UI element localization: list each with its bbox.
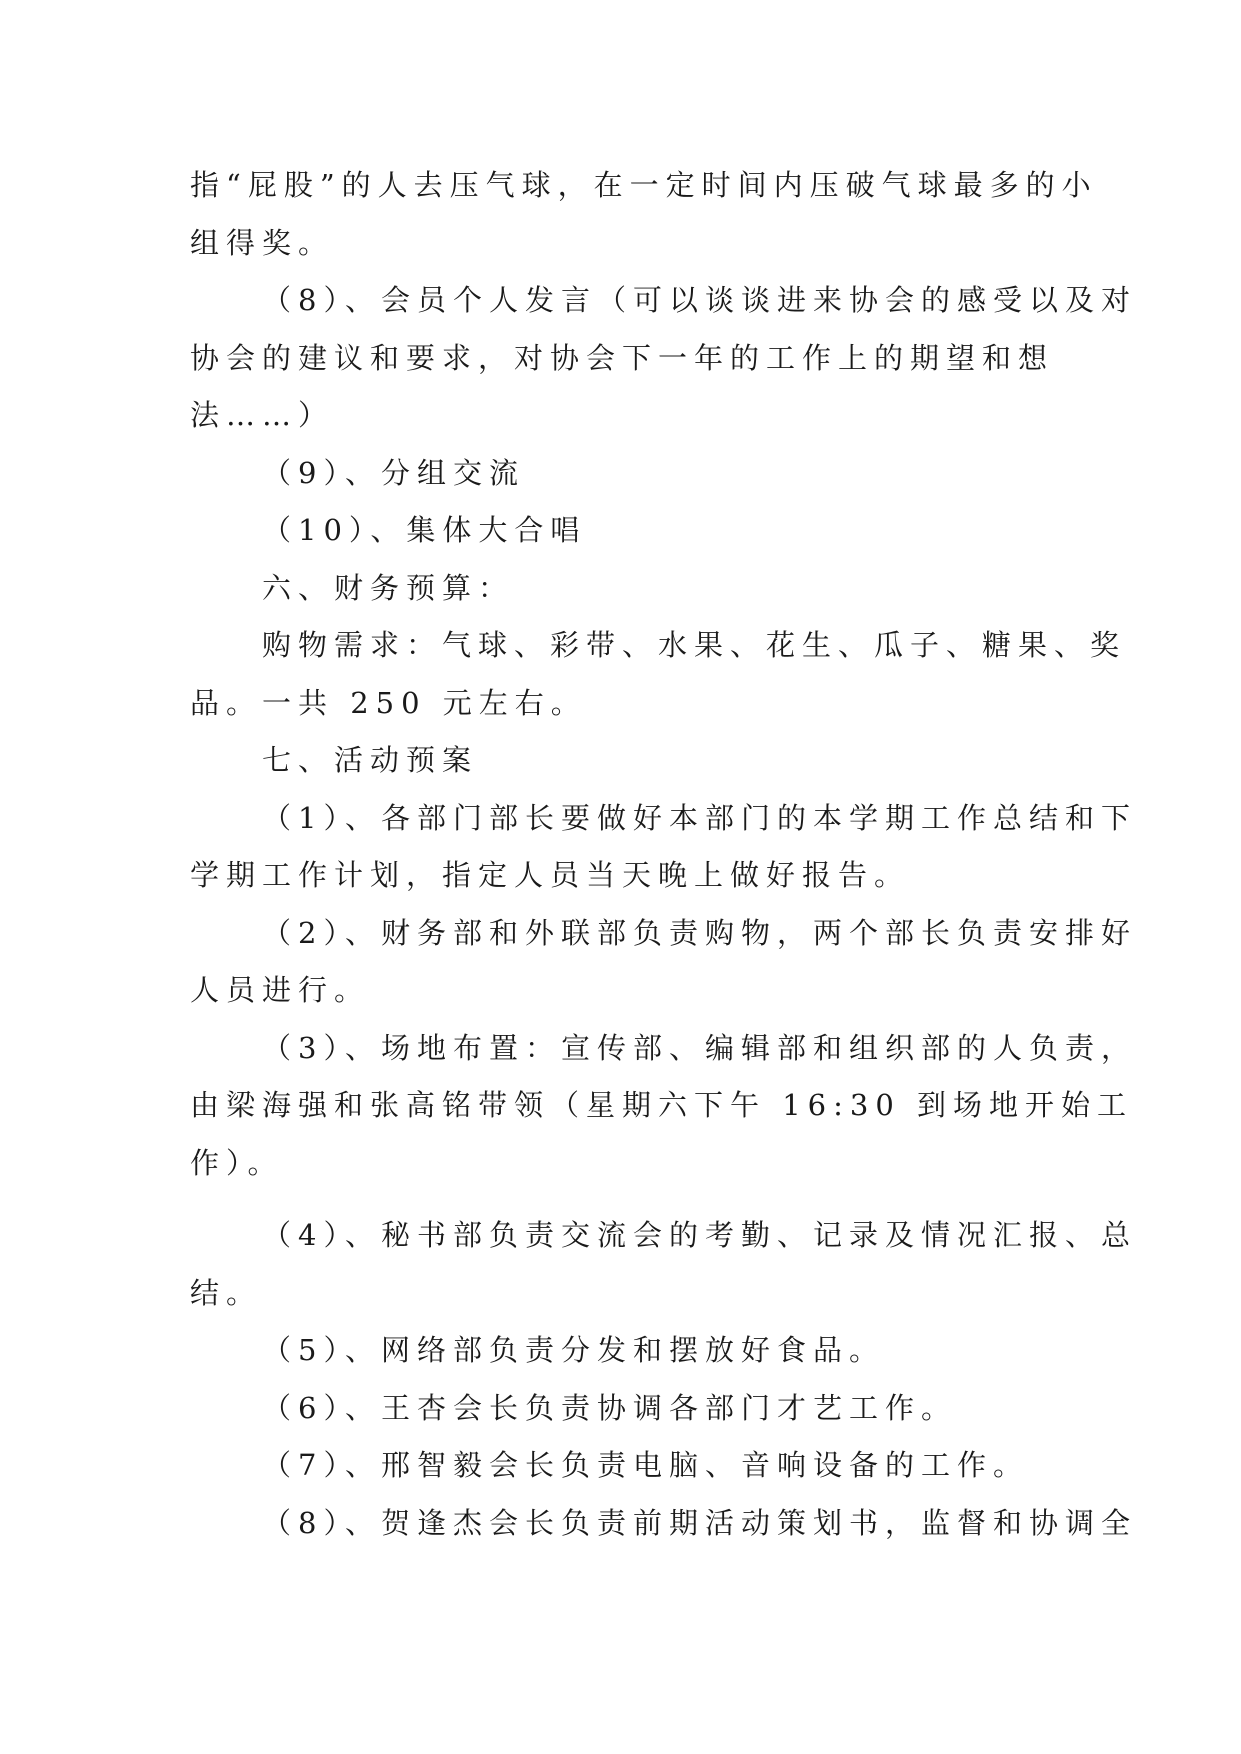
- text-line: （10）、集体大合唱: [262, 513, 587, 547]
- text-line: 结。: [190, 1276, 263, 1310]
- text-line: 购物需求：气球、彩带、水果、花生、瓜子、糖果、奖: [262, 628, 1127, 662]
- text-line: 人员进行。: [190, 973, 371, 1007]
- text-line: 协会的建议和要求，对协会下一年的工作上的期望和想: [190, 341, 1055, 375]
- text-line: （4）、秘书部负责交流会的考勤、记录及情况汇报、总: [262, 1218, 1137, 1252]
- text-line: （5）、网络部负责分发和摆放好食品。: [262, 1333, 885, 1367]
- text-line: （3）、场地布置：宣传部、编辑部和组织部的人负责，: [262, 1031, 1137, 1065]
- text-line: 法……）: [190, 398, 335, 432]
- text-line: 作）。: [190, 1146, 284, 1180]
- section-heading: 六、财务预算：: [262, 571, 515, 605]
- text-line: （7）、邢智毅会长负责电脑、音响设备的工作。: [262, 1448, 1029, 1482]
- text-line: 组得奖。: [190, 226, 335, 260]
- text-line: 由梁海强和张高铭带领（星期六下午 16:30 到场地开始工: [190, 1088, 1134, 1122]
- text-line: （8）、会员个人发言（可以谈谈进来协会的感受以及对: [262, 283, 1137, 317]
- text-line: （8）、贺逢杰会长负责前期活动策划书，监督和协调全: [262, 1506, 1137, 1540]
- text-line: （9）、分组交流: [262, 456, 525, 490]
- text-line: 品。一共 250 元左右。: [190, 686, 587, 720]
- text-line: 学期工作计划，指定人员当天晚上做好报告。: [190, 858, 911, 892]
- text-line: （2）、财务部和外联部负责购物，两个部长负责安排好: [262, 916, 1137, 950]
- text-line: 指“屁股”的人去压气球，在一定时间内压破气球最多的小: [190, 168, 1098, 202]
- section-heading: 七、活动预案: [262, 743, 479, 777]
- text-line: （6）、王杏会长负责协调各部门才艺工作。: [262, 1391, 957, 1425]
- text-line: （1）、各部门部长要做好本部门的本学期工作总结和下: [262, 801, 1137, 835]
